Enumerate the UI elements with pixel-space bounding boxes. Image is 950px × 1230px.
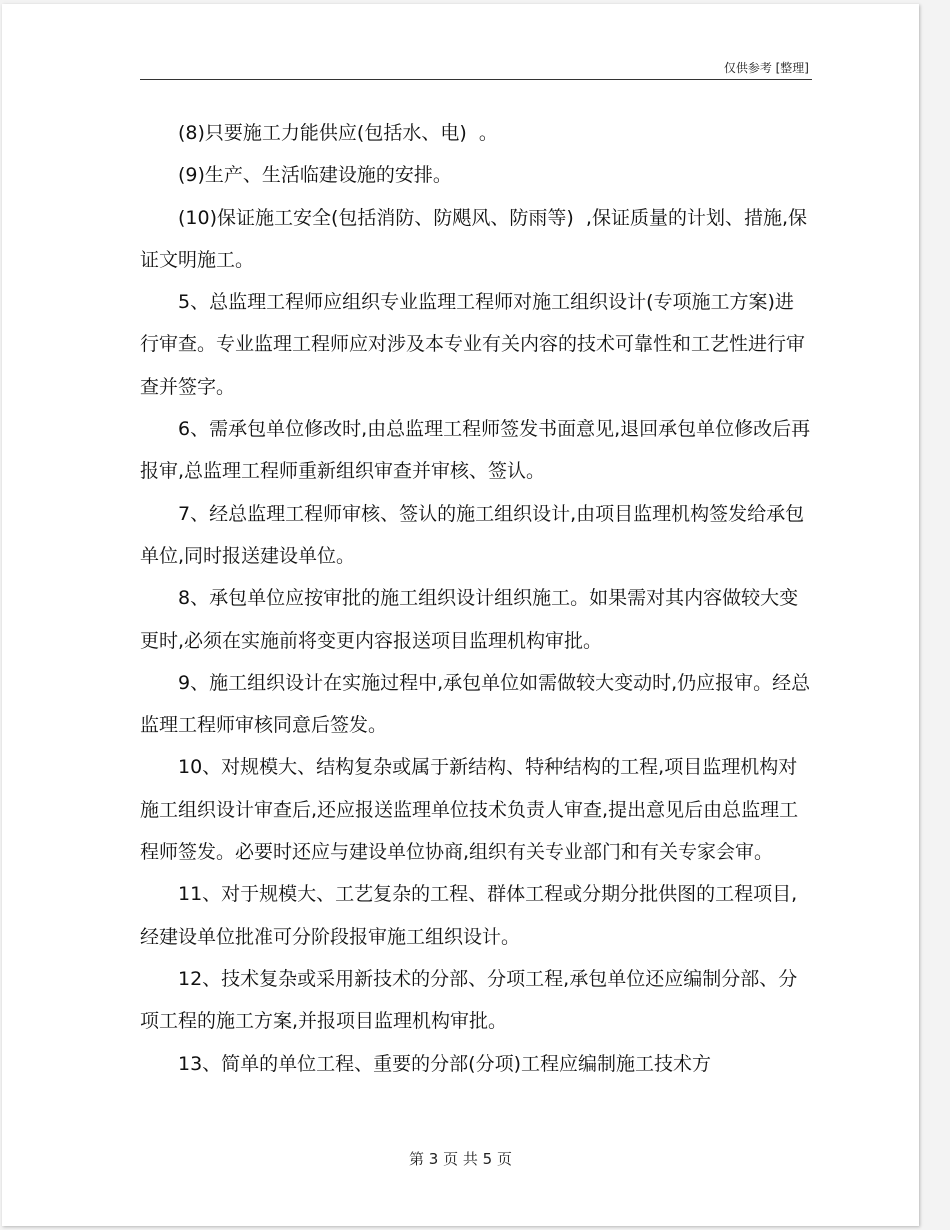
header-note: 仅供参考 [整理] — [723, 61, 809, 75]
page-number: 第 3 页 共 5 页 — [409, 1150, 512, 1168]
paragraph: 9、施工组织设计在实施过程中,承包单位如需做较大变动时,仍应报审。经总监理工程师审核同意后签发。 — [140, 671, 811, 737]
paragraph: 5、总监理工程师应组织专业监理工程师对施工组织设计(专项施工方案)进行审查。专业监理工程师应对涉及本专业有关内容的技术可靠性和工艺性进行审查并签字。 — [140, 291, 806, 398]
document-page — [2, 4, 919, 1226]
paragraph: 13、简单的单位工程、重要的分部(分项)工程应编制施工技术方 — [178, 1052, 712, 1075]
header-rule — [140, 79, 812, 80]
paragraph: (10)保证施工安全(包括消防、防飓风、防雨等) ,保证质量的计划、措施,保证文明施工。 — [140, 206, 807, 271]
body-text — [140, 112, 812, 1085]
paragraph: (9)生产、生活临建设施的安排。 — [178, 164, 452, 187]
paragraph: (8)只要施工力能供应(包括水、电) 。 — [178, 122, 498, 144]
paragraph: 8、承包单位应按审批的施工组织设计组织施工。如果需对其内容做较大变更时,必须在实施前将变更内容报送项目监理机构审批。 — [140, 587, 799, 652]
paragraph: 6、需承包单位修改时,由总监理工程师签发书面意见,退回承包单位修改后再报审,总监理工程师重新组织审查并审核、签认。 — [140, 418, 811, 483]
paragraph: 7、经总监理工程师审核、签认的施工组织设计,由项目监理机构签发给承包单位,同时报送建设单位。 — [140, 502, 805, 567]
paragraph: 10、对规模大、结构复杂或属于新结构、特种结构的工程,项目监理机构对施工组织设计审查后,还应报送监理单位技术负责人审查,提出意见后由总监理工程师签发。必要时还应与建设单位协商,组织有关专业部门和有关专家会审。 — [140, 756, 799, 864]
paragraph: 11、对于规模大、工艺复杂的工程、群体工程或分期分批供图的工程项目,经建设单位批准可分阶段报审施工组织设计。 — [140, 883, 798, 948]
paragraph: 12、技术复杂或采用新技术的分部、分项工程,承包单位还应编制分部、分项工程的施工方案,并报项目监理机构审批。 — [140, 967, 798, 1033]
